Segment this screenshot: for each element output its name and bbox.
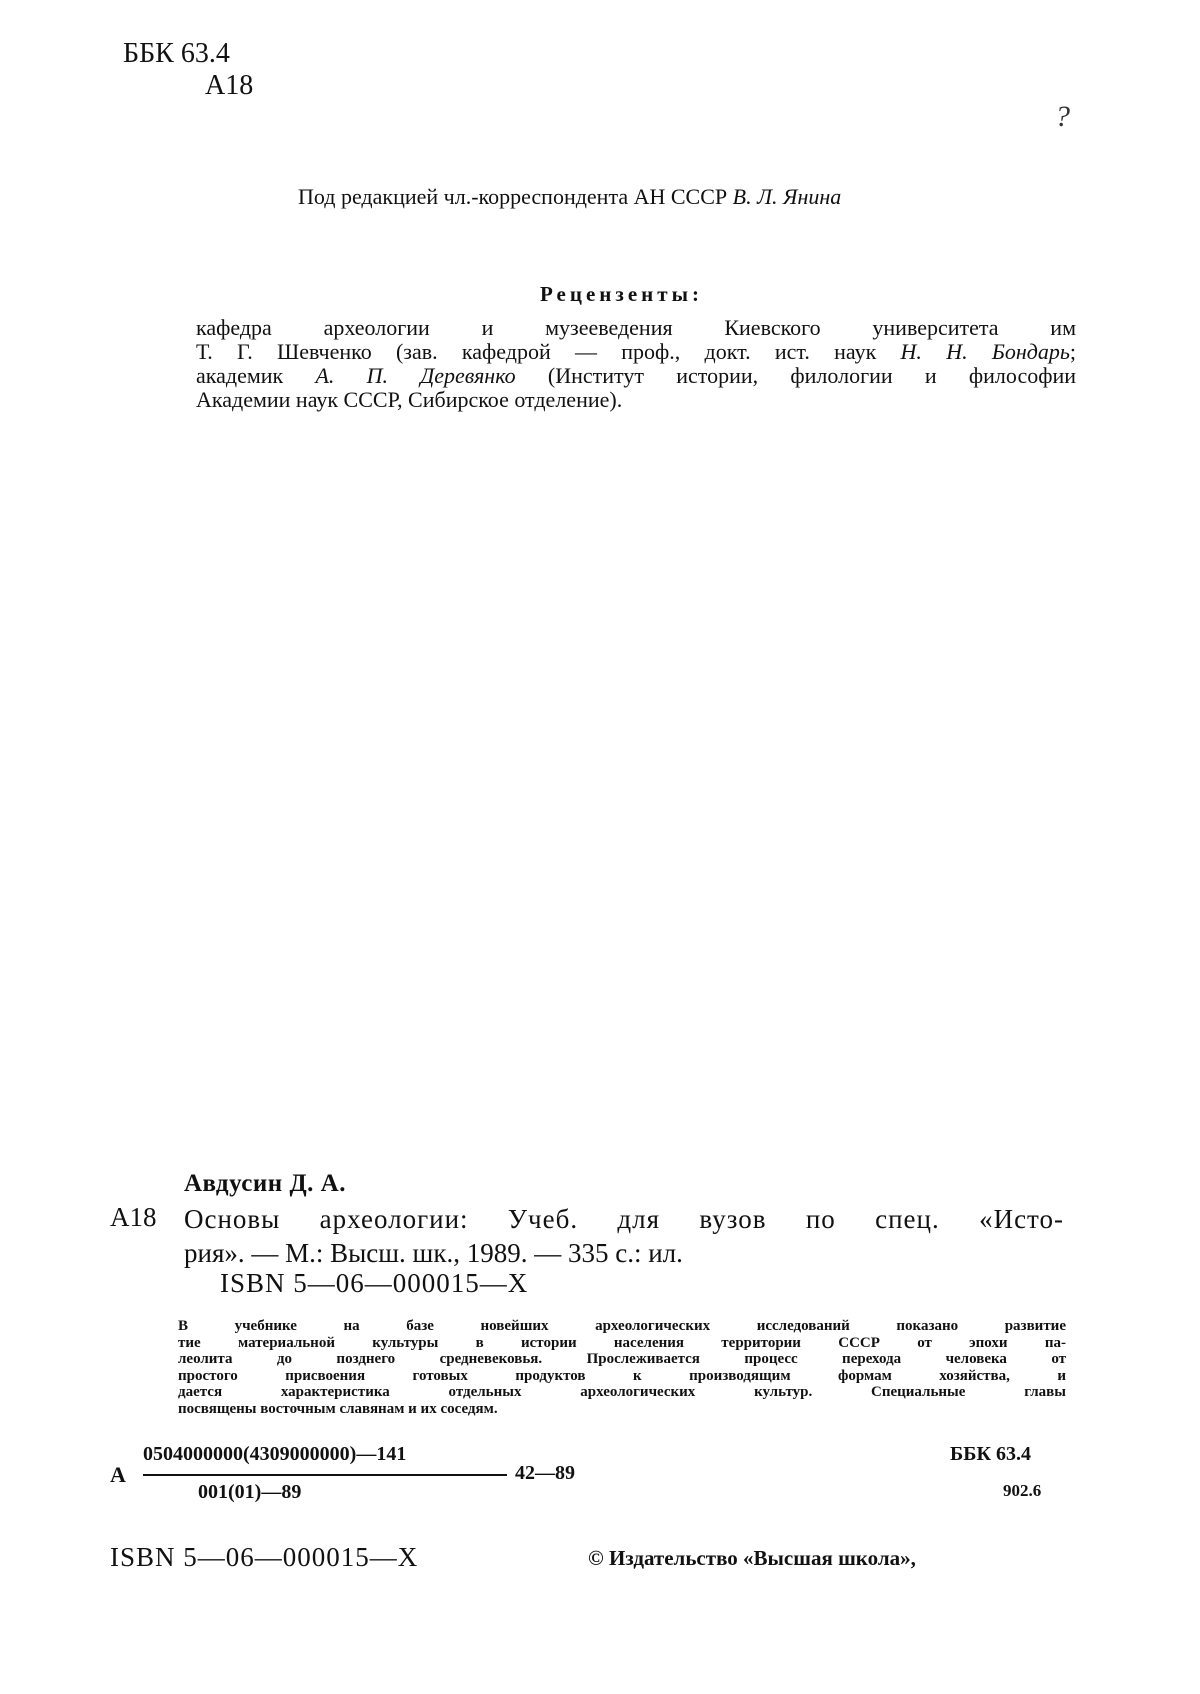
fraction-rule bbox=[143, 1474, 507, 1476]
reviewers-line: Академии наук СССР, Сибирское отделение). bbox=[196, 387, 623, 412]
annotation-line: леолита до позднего средневековья. Прослеживается процесс перехода человека от bbox=[178, 1351, 1066, 1367]
catalog-isbn: ISBN 5—06—000015—Х bbox=[220, 1268, 529, 1298]
bbk-code: 902.6 bbox=[1003, 1481, 1042, 1500]
annotation-line: посвящены восточным славянам и их соседям. bbox=[178, 1400, 498, 1417]
publication-code-numerator: 0504000000(4309000000)—141 bbox=[143, 1443, 407, 1465]
copyright-notice: © Издательство «Высшая школа», bbox=[588, 1546, 916, 1570]
catalog-title-line: Основы археологии: Учеб. для вузов по спец. «Исто- bbox=[184, 1204, 1064, 1234]
publication-code-letter: А bbox=[110, 1462, 126, 1487]
bbk-bottom: ББК 63.4 bbox=[950, 1443, 1031, 1465]
reviewers-line: Т. Г. Шевченко (зав. кафедрой — проф., докт. ист. наук Н. Н. Бондарь; bbox=[196, 339, 1077, 364]
annotation-line: простого присвоения готовых продуктов к производящим формам хозяйства, и bbox=[178, 1367, 1066, 1384]
reviewers-line: академик А. П. Деревянко (Институт истории, филологии и философии bbox=[196, 363, 1077, 388]
reviewers-block bbox=[196, 316, 1076, 412]
order-number: 42—89 bbox=[515, 1462, 575, 1484]
reviewer-name-bondar: Н. Н. Бондарь bbox=[900, 339, 1070, 364]
catalog-title-line: рия». — М.: Высш. шк., 1989. — 335 с.: ил. bbox=[184, 1238, 683, 1268]
author-mark-index: А18 bbox=[205, 70, 254, 101]
reviewer-name-derevyanko: А. П. Деревянко bbox=[315, 363, 516, 388]
catalog-title bbox=[184, 1202, 1064, 1270]
editor-name: В. Л. Янина bbox=[732, 184, 842, 209]
catalog-index: А18 bbox=[110, 1202, 157, 1232]
annotation-line: В учебнике на базе новейших археологических исследований показано развитие bbox=[178, 1318, 1066, 1334]
publication-code-denominator: 001(01)—89 bbox=[198, 1481, 302, 1503]
handwritten-mark: ? bbox=[1055, 100, 1070, 133]
reviewers-heading: Рецензенты: bbox=[540, 282, 703, 306]
editor-prefix: Под редакцией чл.-корреспондента АН СССР bbox=[298, 184, 728, 209]
annotation-line: тие материальной культуры в истории населения территории СССР от эпохи па- bbox=[178, 1334, 1066, 1351]
footer-isbn: ISBN 5—06—000015—Х bbox=[110, 1542, 419, 1572]
annotation-paragraph bbox=[178, 1318, 1066, 1417]
bbk-classification: ББК 63.4 bbox=[123, 38, 230, 69]
editor-line bbox=[298, 183, 841, 211]
catalog-author: Авдусин Д. А. bbox=[184, 1170, 346, 1197]
annotation-line: дается характеристика отдельных археологических культур. Специальные главы bbox=[178, 1384, 1066, 1400]
reviewers-line: кафедра археологии и музееведения Киевского университета им bbox=[196, 315, 1076, 340]
